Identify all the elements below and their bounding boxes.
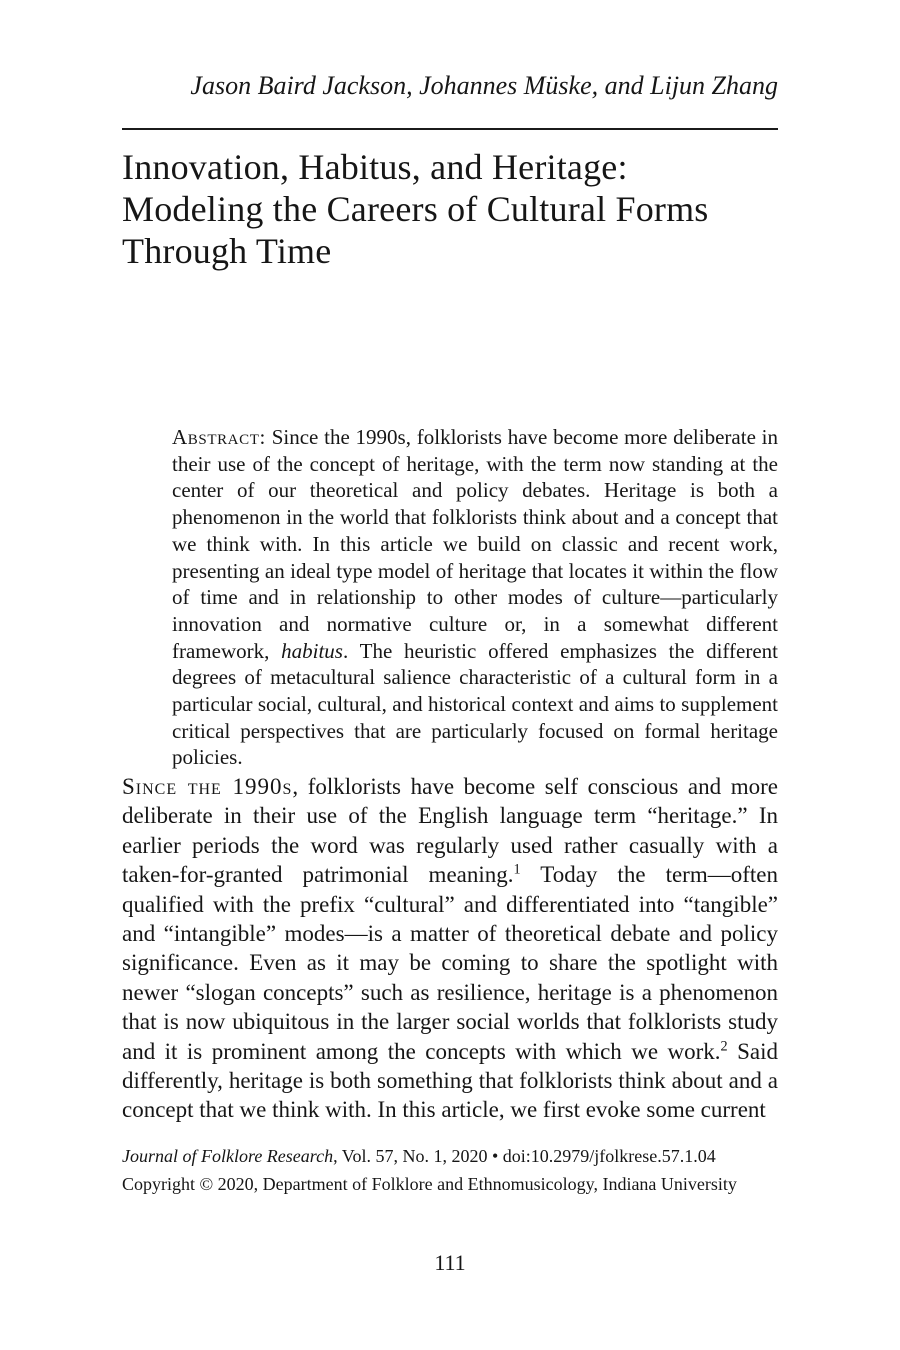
article-title-line-3: Through Time [122, 231, 332, 271]
footnote-ref-2: 2 [720, 1038, 728, 1054]
body-text-3: Said differently, heritage is both something that folklorists think about and a concept that we think with. In this article, we first evoke some current [122, 1038, 779, 1123]
abstract-label: Abstract: [172, 425, 266, 449]
body-text-2: Today the term—often qualified with the prefix “cultural” and differentiated into “tangible” and “intangible” modes—is a matter of theoretical debate and policy significance. Even as it may be coming to share the spotlight with newer “slogan concepts” such as resilience, heritage is a phenomenon that is now ubiquitous in the larger social worlds that folklorists study and it is prominent among the concepts with which we work. [122, 862, 778, 1064]
abstract-paragraph [172, 424, 778, 771]
copyright-line: Copyright © 2020, Department of Folklore and Ethnomusicology, Indiana University [122, 1174, 737, 1194]
author-byline: Jason Baird Jackson, Johannes Müske, and Lijun Zhang [190, 71, 778, 100]
article-title-line-1: Innovation, Habitus, and Heritage: [122, 147, 628, 187]
journal-title: Journal of Folklore Research [122, 1146, 334, 1166]
citation-line [122, 1142, 802, 1170]
body-leadin-smallcaps: Since the 1990s [122, 774, 293, 799]
footnote-ref-1: 1 [513, 861, 521, 878]
title-divider-rule [122, 128, 778, 130]
body-text-1: , folklorists have become self conscious and more deliberate in their use of the English language term “heritage.” In earlier periods the word was regularly used rather casually with a taken-for-granted patrimonial meaning. [122, 774, 778, 888]
article-title [122, 146, 802, 272]
abstract-text-1: Since the 1990s, folklorists have become more deliberate in their use of the concept of heritage, with the term now standing at the center of our theoretical and policy debates. Heritage is both a phenomenon in the world that folklorists think about and a concept that we think with. In this article we build on classic and recent work, presenting an ideal type model of heritage that locates it within the flow of time and in relationship to other modes of culture—particularly innovation and normative culture or, in a somewhat different framework, [172, 425, 778, 663]
citation-details: , Vol. 57, No. 1, 2020 • doi:10.2979/jfolkrese.57.1.04 [333, 1146, 716, 1166]
abstract-text-2: . The heuristic offered emphasizes the different degrees of metacultural salience characteristic of a cultural form in a particular social, cultural, and historical context and aims to supplement critical perspectives that are particularly focused on formal heritage policies. [172, 638, 778, 770]
page-number: 111 [434, 1250, 466, 1275]
abstract-italic-term: habitus [281, 638, 343, 663]
article-title-line-2: Modeling the Careers of Cultural Forms [122, 189, 709, 229]
body-paragraph [122, 772, 778, 1125]
journal-footer [122, 1142, 802, 1198]
